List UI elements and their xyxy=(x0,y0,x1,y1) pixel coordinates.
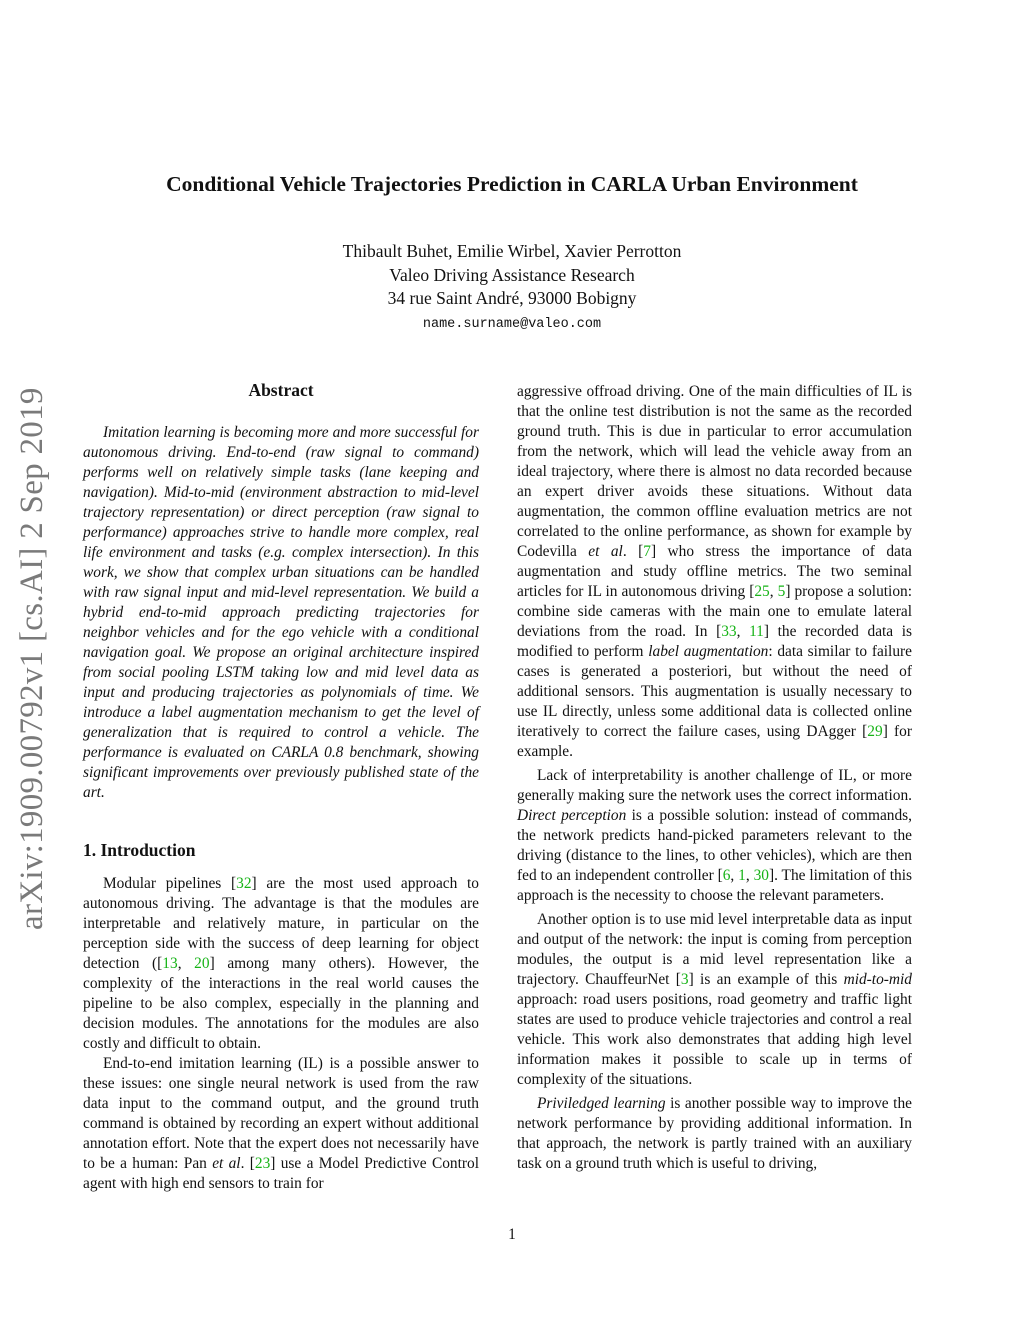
text-run: ]. The limitation of this approach is the necessity to choose the relevant parameters. xyxy=(517,867,913,904)
citation-link[interactable]: 3 xyxy=(680,971,689,988)
citation-link[interactable]: 29 xyxy=(867,723,883,740)
text-run: , xyxy=(736,623,750,640)
citation-link[interactable]: 7 xyxy=(643,543,651,560)
text-run: , xyxy=(177,955,195,972)
text-run: Lack of interpretability is another challenge of IL, or more generally making sure the network uses the correct information. xyxy=(517,767,912,804)
citation-link[interactable]: 20 xyxy=(194,955,210,972)
text-run: . [ xyxy=(240,1155,255,1172)
text-run: et al xyxy=(212,1155,241,1172)
text-run: ] among many others). However, the complexity of the interactions in the real world causes the pipeline to be also complex, especially in the planning and decision modules. The annotations for the modules are also costly and difficult to obtain. xyxy=(83,955,479,1052)
text-run: ] use a Model Predictive Control agent with high end sensors to train for xyxy=(83,1155,479,1192)
text-run: ] are the most used approach to autonomous driving. The advantage is that the modules are interpretable and relatively mature, in particular on the perception side with the success of deep learning for object detection ([ xyxy=(83,875,479,972)
citation-link[interactable]: 33 xyxy=(721,623,737,640)
author-block xyxy=(0,240,1024,336)
citation-link[interactable]: 1 xyxy=(738,867,746,884)
paragraph xyxy=(83,1054,479,1194)
citation-link[interactable]: 25 xyxy=(754,583,770,600)
text-run: . [ xyxy=(622,543,644,560)
paragraph xyxy=(83,874,479,1054)
paragraph xyxy=(517,766,912,906)
abstract-body xyxy=(83,423,479,803)
text-run: aggressive offroad driving. One of the main difficulties of IL is that the online test distribution is not the same as the recorded ground truth. This is due in particular to error accumulation from the network, which will lead the vehicle away from an ideal trajectory, where there is almost no data recorded because an expert driver avoids these situations. Without data augmentation, the common offline evaluation metrics are not correlated to the online performance, as shown for example by Codevilla xyxy=(517,383,912,560)
email: name.surname@valeo.com xyxy=(422,316,602,332)
abstract-heading: Abstract xyxy=(248,380,314,400)
text-run: ] the recorded data is modified to perform xyxy=(517,623,913,660)
text-run: Direct perception xyxy=(517,807,627,824)
text-run: ] for example. xyxy=(517,723,912,760)
text-run: mid-to-mid xyxy=(843,971,912,988)
paragraph xyxy=(517,1094,912,1174)
arxiv-stamp: arXiv:1909.00792v1 [cs.AI] 2 Sep 2019 xyxy=(14,387,50,930)
abstract-text: Imitation learning is becoming more and more successful for autonomous driving. End-to-end (raw signal to command) performs well on relatively simple tasks (lane keeping and navigation). Mid-to-mid (environment abstraction to mid-level trajectory representation) or direct perception (raw signal to performance) approaches strive to handle more complex, real life environment and tasks (e.g. complex intersection). In this work, we show that complex urban situations can be handled with raw signal input and mid-level representation. We build a hybrid end-to-mid approach predicting trajectories for neighbor vehicles and for the ego vehicle with a conditional navigation goal. We propose an original architecture inspired from social pooling LSTM taking low and mid level data as input and producing trajectories as polynomials of time. We introduce a label augmentation mechanism to get the level of generalization that is required to control a vehicle. The performance is evaluated on CARLA 0.8 benchmark, showing significant improvements over previously published state of the art. xyxy=(83,424,479,801)
citation-link[interactable]: 30 xyxy=(753,867,769,884)
text-run: label augmentation xyxy=(648,643,769,660)
text-run: Priviledged learning xyxy=(537,1095,666,1112)
citation-link[interactable]: 6 xyxy=(722,867,731,884)
text-run: , xyxy=(769,583,778,600)
page-number: 1 xyxy=(508,1226,516,1243)
section-heading-introduction: 1. Introduction xyxy=(83,840,196,860)
text-run: ] who stress the importance of data augmentation and study offline metrics. The two seminal articles for IL in autonomous driving [ xyxy=(517,543,912,600)
citation-link[interactable]: 5 xyxy=(777,583,786,600)
citation-link[interactable]: 11 xyxy=(749,623,764,640)
text-run: : data similar to failure cases is generated a posteriori, but without the need of additional sensors. This augmentation is usually necessary to use IL directly, unless some additional data is collected online iteratively to correct the failure cases, using DAgger [ xyxy=(517,643,912,740)
text-run: is another possible way to improve the network performance by providing additional information. In that approach, the network is partly trained with an auxiliary task on a ground truth which is useful to driving, xyxy=(517,1095,912,1172)
citation-link[interactable]: 32 xyxy=(236,875,252,892)
text-run: ] is an example of this xyxy=(688,971,844,988)
citation-link[interactable]: 23 xyxy=(254,1155,271,1172)
text-run: Modular pipelines [ xyxy=(103,875,237,892)
text-run: et al xyxy=(588,543,623,560)
text-run: End-to-end imitation learning (IL) is a possible answer to these issues: one single neural network is used from the raw data input to the command output, and the ground truth command is obtained by recording an expert without additional annotation effort. Note that the expert does not necessarily have to be a human: Pan xyxy=(83,1055,479,1172)
citation-link[interactable]: 13 xyxy=(162,955,178,972)
paragraph xyxy=(517,382,912,762)
text-run: , xyxy=(730,867,739,884)
paper-title: Conditional Vehicle Trajectories Prediction in CARLA Urban Environment xyxy=(166,172,858,196)
affiliation: Valeo Driving Assistance Research xyxy=(389,264,635,285)
text-run: ] propose a solution: combine side cameras with the main one to emulate lateral deviations from the road. In [ xyxy=(517,583,912,640)
author-names: Thibault Buhet, Emilie Wirbel, Xavier Perrotton xyxy=(342,241,682,261)
text-run: approach: road users positions, road geometry and traffic light states are used to produce vehicle trajectories and control a real vehicle. This work also demonstrates that adding high level information makes it possible to scale up in terms of complexity of the situations. xyxy=(517,991,912,1088)
text-run: , xyxy=(745,867,754,884)
text-run: is a possible solution: instead of commands, the network predicts hand-picked parameters relevant to the driving (distance to the lines, to other vehicles), which are then fed to an independent controller [ xyxy=(517,807,913,884)
address: 34 rue Saint André, 93000 Bobigny xyxy=(387,288,637,308)
introduction-body xyxy=(83,874,479,1194)
text-run: Another option is to use mid level interpretable data as input and output of the network: the input is coming from perception modules, the output is a mid level representation like a trajectory. ChauffeurNet [ xyxy=(517,911,912,988)
right-column-body xyxy=(517,382,912,1174)
paragraph xyxy=(517,910,912,1090)
